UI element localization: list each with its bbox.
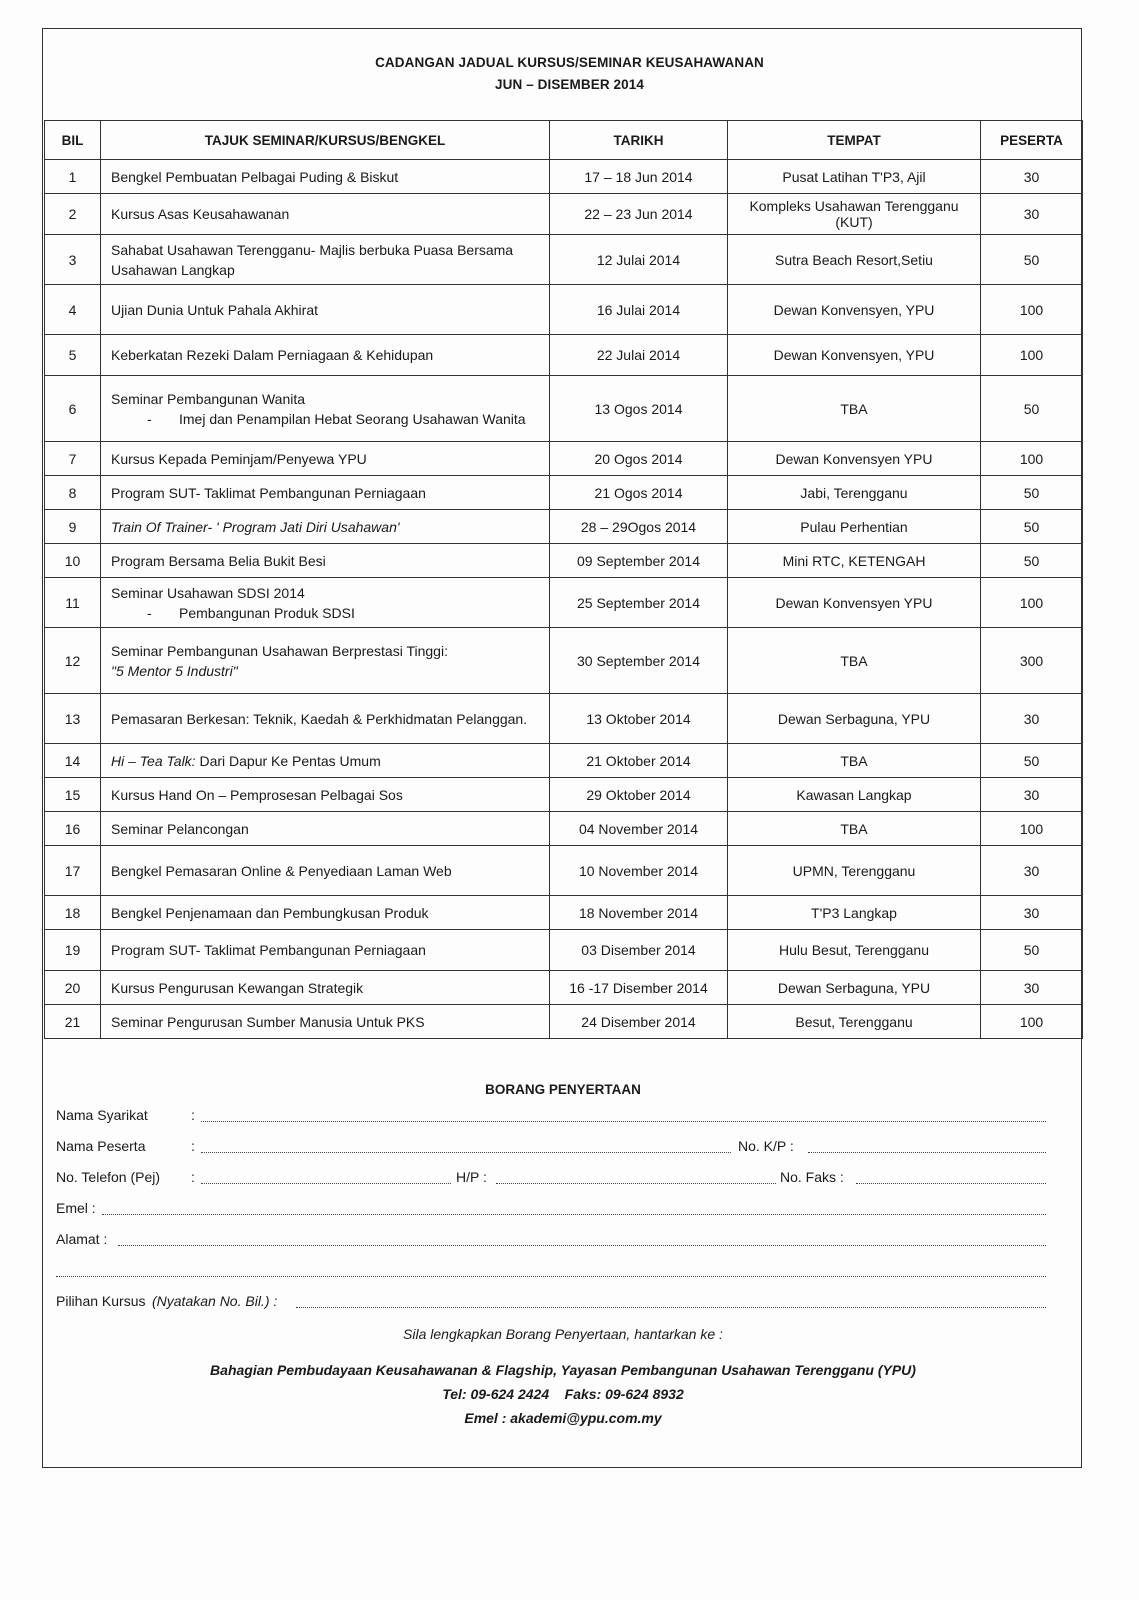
cell-bil: 3 [45,235,101,285]
cell-tajuk [101,335,550,376]
tajuk-text: Kursus Asas Keusahawanan [111,206,290,222]
cell-tarikh: 18 November 2014 [550,896,728,930]
form-row-alamat [56,1231,1046,1251]
table-row [45,778,1083,812]
table-row [45,285,1083,335]
tajuk-text: Kursus Hand On – Pemprosesan Pelbagai Sos [111,786,403,803]
column-header-tajuk: TAJUK SEMINAR/KURSUS/BENGKEL [101,121,550,160]
cell-tarikh: 25 September 2014 [550,578,728,628]
field-emel[interactable] [102,1200,1046,1215]
column-header-peserta: PESERTA [981,121,1083,160]
table-row [45,812,1083,846]
field-nama-syarikat[interactable] [201,1107,1046,1122]
label-emel: Emel : [56,1200,96,1216]
cell-tajuk [101,442,550,476]
footer-contact: Tel: 09-624 2424 Faks: 09-624 8932 [442,1386,684,1402]
cell-bil: 5 [45,335,101,376]
cell-bil: 9 [45,510,101,544]
table-row [45,578,1083,628]
table-row [45,846,1083,896]
tajuk-subitem [111,603,543,623]
cell-tarikh: 24 Disember 2014 [550,1005,728,1039]
cell-tajuk [101,235,550,285]
table-row [45,376,1083,442]
form-row-nama-syarikat [56,1107,1046,1127]
cell-tajuk [101,896,550,930]
tajuk-text: Bengkel Penjenamaan dan Pembungkusan Produk [111,904,429,921]
table-row [45,694,1083,744]
cell-tajuk [101,694,550,744]
cell-tarikh: 21 Oktober 2014 [550,744,728,778]
cell-peserta: 50 [981,930,1083,971]
cell-bil: 18 [45,896,101,930]
cell-tajuk [101,628,550,694]
cell-peserta: 30 [981,194,1083,235]
cell-tarikh: 30 September 2014 [550,628,728,694]
cell-tarikh: 16 -17 Disember 2014 [550,971,728,1005]
table-row [45,194,1083,235]
field-alamat-line2[interactable] [56,1262,1046,1277]
cell-tarikh: 13 Ogos 2014 [550,376,728,442]
colon: : [191,1107,195,1123]
cell-bil: 21 [45,1005,101,1039]
cell-tempat: Jabi, Terengganu [728,476,981,510]
cell-tajuk [101,285,550,335]
bullet-dash: - [147,604,152,621]
cell-peserta: 50 [981,510,1083,544]
table-header-row [45,121,1083,160]
colon: : [191,1138,195,1154]
cell-tempat: Hulu Besut, Terengganu [728,930,981,971]
cell-peserta: 30 [981,896,1083,930]
cell-tarikh: 29 Oktober 2014 [550,778,728,812]
tajuk-subitem-text: Pembangunan Produk SDSI [179,604,355,621]
cell-tajuk [101,476,550,510]
column-header-bil: BIL [45,121,101,160]
label-alamat: Alamat : [56,1231,108,1247]
cell-tempat: Dewan Konvensyen, YPU [728,335,981,376]
cell-bil: 16 [45,812,101,846]
cell-tarikh: 04 November 2014 [550,812,728,846]
cell-tempat: Dewan Konvensyen YPU [728,442,981,476]
cell-tajuk [101,744,550,778]
page-title: CADANGAN JADUAL KURSUS/SEMINAR KEUSAHAWANAN [375,55,764,70]
label-hp: H/P : [456,1169,487,1185]
tajuk-italic: Hi – Tea Talk: [111,752,196,769]
cell-tajuk [101,971,550,1005]
cell-peserta: 100 [981,578,1083,628]
cell-peserta: 300 [981,628,1083,694]
cell-peserta: 50 [981,744,1083,778]
table-row [45,160,1083,194]
page-subtitle: JUN – DISEMBER 2014 [495,77,644,92]
cell-tempat: Sutra Beach Resort,Setiu [728,235,981,285]
cell-peserta: 50 [981,376,1083,442]
cell-peserta: 30 [981,694,1083,744]
table-row [45,930,1083,971]
cell-peserta: 100 [981,812,1083,846]
cell-tempat: Dewan Serbaguna, YPU [728,971,981,1005]
bullet-dash: - [147,410,152,427]
cell-tempat: TBA [728,376,981,442]
cell-tarikh: 13 Oktober 2014 [550,694,728,744]
form-row-emel [56,1200,1046,1220]
colon: : [191,1169,195,1185]
table-row [45,744,1083,778]
cell-tempat: Mini RTC, KETENGAH [728,544,981,578]
cell-tempat: Pulau Perhentian [728,510,981,544]
cell-tempat: Dewan Konvensyen, YPU [728,285,981,335]
tajuk-text: Seminar Pembangunan Usahawan Berprestasi Tinggi: [111,642,448,659]
field-alamat[interactable] [118,1231,1046,1246]
cell-tempat: UPMN, Terengganu [728,846,981,896]
footer-organization: Bahagian Pembudayaan Keusahawanan & Flagship, Yayasan Pembangunan Usahawan Terengganu (YPU) [210,1362,916,1378]
form-row-pilihan-kursus [56,1293,1046,1313]
field-no-telefon[interactable] [201,1169,451,1184]
field-nama-peserta[interactable] [201,1138,731,1153]
cell-peserta: 100 [981,1005,1083,1039]
cell-bil: 1 [45,160,101,194]
cell-bil: 15 [45,778,101,812]
cell-tarikh: 10 November 2014 [550,846,728,896]
cell-bil: 14 [45,744,101,778]
tajuk-text: Program Bersama Belia Bukit Besi [111,552,326,569]
cell-tempat: Dewan Konvensyen YPU [728,578,981,628]
cell-tajuk [101,510,550,544]
table-row [45,335,1083,376]
schedule-table [44,120,1083,1039]
cell-peserta: 100 [981,285,1083,335]
tajuk-text: Sahabat Usahawan Terengganu- Majlis berbuka Puasa Bersama Usahawan Langkap [111,241,514,278]
cell-tempat: Dewan Serbaguna, YPU [728,694,981,744]
cell-tajuk [101,376,550,442]
cell-tajuk [101,846,550,896]
tajuk-text: Program SUT- Taklimat Pembangunan Perniagaan [111,942,426,958]
label-no-faks: No. Faks : [780,1169,844,1185]
cell-tarikh: 12 Julai 2014 [550,235,728,285]
label-no-kp: No. K/P : [738,1138,794,1154]
cell-peserta: 30 [981,160,1083,194]
cell-tarikh: 20 Ogos 2014 [550,442,728,476]
cell-peserta: 50 [981,476,1083,510]
cell-bil: 12 [45,628,101,694]
form-title: BORANG PENYERTAAN [485,1082,641,1097]
table-row [45,628,1083,694]
table-row [45,544,1083,578]
cell-tempat: Besut, Terengganu [728,1005,981,1039]
form-row-telefon [56,1169,1046,1189]
cell-peserta: 30 [981,846,1083,896]
cell-tarikh: 09 September 2014 [550,544,728,578]
cell-tarikh: 22 Julai 2014 [550,335,728,376]
cell-bil: 10 [45,544,101,578]
cell-tarikh: 16 Julai 2014 [550,285,728,335]
cell-bil: 11 [45,578,101,628]
tajuk-text: Kursus Pengurusan Kewangan Strategik [111,979,364,996]
tajuk-text: Bengkel Pemasaran Online & Penyediaan Laman Web [111,862,452,879]
cell-bil: 13 [45,694,101,744]
cell-peserta: 30 [981,778,1083,812]
label-no-telefon: No. Telefon (Pej) [56,1169,161,1185]
cell-tajuk [101,812,550,846]
cell-peserta: 50 [981,544,1083,578]
cell-bil: 2 [45,194,101,235]
table-row [45,971,1083,1005]
footer-instruction: Sila lengkapkan Borang Penyertaan, hantarkan ke : [403,1326,723,1342]
form-row-nama-peserta [56,1138,1046,1158]
field-hp[interactable] [496,1169,776,1184]
tajuk-subtitle: "5 Mentor 5 Industri" [111,662,238,679]
cell-peserta: 100 [981,442,1083,476]
tajuk-text: Keberkatan Rezeki Dalam Perniagaan & Kehidupan [111,347,434,363]
tajuk-text: Seminar Pengurusan Sumber Manusia Untuk PKS [111,1013,425,1030]
cell-bil: 4 [45,285,101,335]
cell-tajuk [101,930,550,971]
footer-email: Emel : akademi@ypu.com.my [464,1410,662,1426]
cell-tempat: Kawasan Langkap [728,778,981,812]
tajuk-text: Bengkel Pembuatan Pelbagai Puding & Biskut [111,168,399,185]
cell-tarikh: 17 – 18 Jun 2014 [550,160,728,194]
field-no-kp[interactable] [808,1138,1046,1153]
cell-bil: 19 [45,930,101,971]
cell-tempat: Kompleks Usahawan Terengganu (KUT) [728,194,981,235]
cell-tajuk [101,578,550,628]
tajuk-text: Kursus Kepada Peminjam/Penyewa YPU [111,450,367,467]
cell-tajuk [101,160,550,194]
cell-bil: 6 [45,376,101,442]
label-nama-peserta: Nama Peserta [56,1138,146,1154]
cell-tempat: Pusat Latihan T'P3, Ajil [728,160,981,194]
tajuk-text: Ujian Dunia Untuk Pahala Akhirat [111,301,319,318]
label-nama-syarikat: Nama Syarikat [56,1107,148,1123]
cell-tempat: TBA [728,812,981,846]
field-pilihan-kursus[interactable] [296,1293,1046,1308]
tajuk-text: Pemasaran Berkesan: Teknik, Kaedah & Perkhidmatan Pelanggan. [111,710,528,727]
tajuk-text: Program SUT- Taklimat Pembangunan Perniagaan [111,484,426,501]
cell-tempat: TBA [728,744,981,778]
field-no-faks[interactable] [856,1169,1046,1184]
cell-bil: 17 [45,846,101,896]
cell-peserta: 30 [981,971,1083,1005]
tajuk-subitem-text: Imej dan Penampilan Hebat Seorang Usahawan Wanita [179,410,526,427]
column-header-tarikh: TARIKH [550,121,728,160]
cell-tarikh: 22 – 23 Jun 2014 [550,194,728,235]
label-pilihan-kursus: Pilihan Kursus [56,1293,146,1309]
tajuk-text: Train Of Trainer- ' Program Jati Diri Usahawan' [111,518,400,535]
cell-peserta: 50 [981,235,1083,285]
cell-tarikh: 21 Ogos 2014 [550,476,728,510]
tajuk-text: Dari Dapur Ke Pentas Umum [195,752,381,769]
cell-tajuk [101,1005,550,1039]
cell-tempat: T'P3 Langkap [728,896,981,930]
table-row [45,442,1083,476]
label-pilihan-note: (Nyatakan No. Bil.) : [152,1293,278,1309]
cell-tempat: TBA [728,628,981,694]
cell-tajuk [101,778,550,812]
cell-tarikh: 28 – 29Ogos 2014 [550,510,728,544]
cell-peserta: 100 [981,335,1083,376]
form-row-alamat-2 [56,1262,1046,1282]
cell-bil: 7 [45,442,101,476]
tajuk-text: Seminar Pembangunan Wanita [111,390,306,407]
cell-bil: 20 [45,971,101,1005]
table-row [45,896,1083,930]
table-row [45,235,1083,285]
tajuk-text: Seminar Pelancongan [111,820,249,837]
tajuk-text: Seminar Usahawan SDSI 2014 [111,584,305,601]
cell-tajuk [101,194,550,235]
table-row [45,510,1083,544]
column-header-tempat: TEMPAT [728,121,981,160]
tajuk-subitem [111,409,543,429]
table-row [45,1005,1083,1039]
cell-tarikh: 03 Disember 2014 [550,930,728,971]
table-row [45,476,1083,510]
cell-bil: 8 [45,476,101,510]
cell-tajuk [101,544,550,578]
